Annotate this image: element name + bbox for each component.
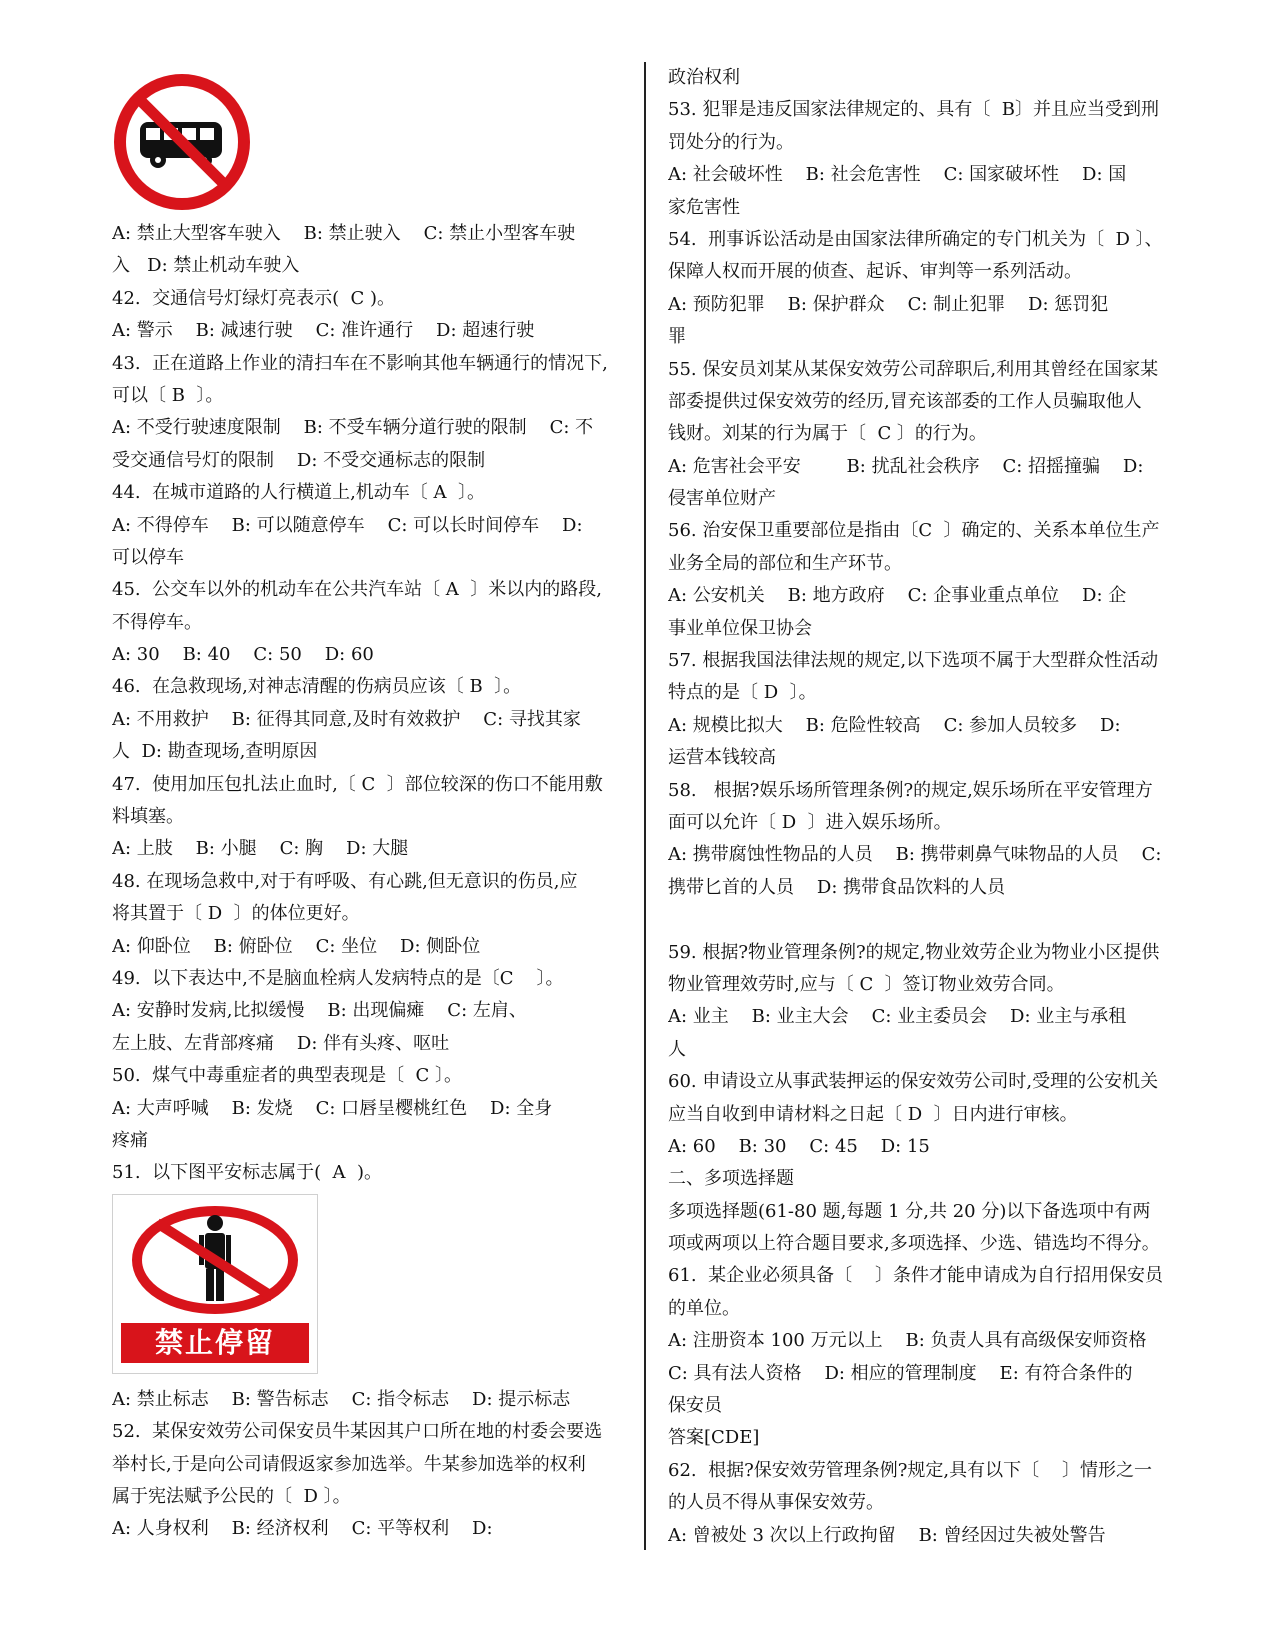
text-line: 53. 犯罪是违反国家法律规定的、具有〔 B〕并且应当受到刑 <box>668 99 1160 121</box>
text-line: A: 仰卧位 B: 俯卧位 C: 坐位 D: 侧卧位 <box>112 935 481 957</box>
text-line: A: 不受行驶速度限制 B: 不受车辆分道行驶的限制 C: 不 <box>112 417 594 439</box>
text-line: C: 具有法人资格 D: 相应的管理制度 E: 有符合条件的 <box>668 1362 1133 1384</box>
text-line: A: 60 B: 30 C: 45 D: 15 <box>668 1135 930 1157</box>
text-line: 保障人权而开展的侦查、起诉、审判等一系列活动。 <box>668 261 1082 283</box>
no-bus-sign-icon <box>112 72 252 212</box>
text-line: 50. 煤气中毒重症者的典型表现是〔 C 〕。 <box>112 1065 463 1087</box>
text-line: 属于宪法赋予公民的〔 D 〕。 <box>112 1485 351 1507</box>
text-line <box>668 904 1198 936</box>
text-line: 受交通信号灯的限制 D: 不受交通标志的限制 <box>112 449 486 471</box>
no-loitering-sign <box>112 1194 318 1374</box>
text-line: 57. 根据我国法律法规的规定,以下选项不属于大型群众性活动 <box>668 650 1159 672</box>
text-line: A: 30 B: 40 C: 50 D: 60 <box>112 644 374 666</box>
text-line: 55. 保安员刘某从某保安效劳公司辞职后,利用其曾经在国家某 <box>668 358 1159 380</box>
no-loitering-sign-icon <box>127 1203 303 1317</box>
text-line: 保安员 <box>668 1395 722 1417</box>
text-line: 51. 以下图平安标志属于( A )。 <box>112 1162 382 1184</box>
text-line: 54. 刑事诉讼活动是由国家法律所确定的专门机关为〔 D 〕、 <box>668 228 1163 250</box>
text-line: A: 禁止大型客车驶入 B: 禁止驶入 C: 禁止小型客车驶 <box>112 223 576 244</box>
text-line: 部委提供过保安效劳的经历,冒充该部委的工作人员骗取他人 <box>668 390 1142 412</box>
text-line: 家危害性 <box>668 196 740 218</box>
text-line: A: 公安机关 B: 地方政府 C: 企事业重点单位 D: 企 <box>668 585 1127 607</box>
right-text-block <box>668 62 1198 1552</box>
text-line: 罚处分的行为。 <box>668 131 794 153</box>
text-line: 人 D: 勘查现场,查明原因 <box>112 741 318 763</box>
text-line: 的人员不得从事保安效劳。 <box>668 1492 884 1514</box>
text-line: 举村长,于是向公司请假返家参加选举。牛某参加选举的权利 <box>112 1453 586 1475</box>
column-divider <box>644 62 646 1550</box>
text-line: 应当自收到申请材料之日起〔 D 〕日内进行审核。 <box>668 1103 1078 1125</box>
text-line: A: 人身权利 B: 经济权利 C: 平等权利 D: <box>112 1518 493 1540</box>
text-line: 项或两项以上符合题目要求,多项选择、少选、错选均不得分。 <box>668 1233 1160 1255</box>
text-line: A: 预防犯罪 B: 保护群众 C: 制止犯罪 D: 惩罚犯 <box>668 293 1109 315</box>
text-line: 携带匕首的人员 D: 携带食品饮料的人员 <box>668 876 1006 898</box>
text-line: 侵害单位财产 <box>668 488 776 510</box>
text-line: A: 上肢 B: 小腿 C: 胸 D: 大腿 <box>112 838 409 860</box>
text-line: 52. 某保安效劳公司保安员牛某因其户口所在地的村委会要选 <box>112 1421 603 1443</box>
text-line: 59. 根据?物业管理条例?的规定,物业效劳企业为物业小区提供 <box>668 941 1160 963</box>
text-line: 44. 在城市道路的人行横道上,机动车〔 A 〕。 <box>112 482 485 504</box>
text-line: 可以停车 <box>112 546 184 568</box>
text-line: 58. 根据?娱乐场所管理条例?的规定,娱乐场所在平安管理方 <box>668 779 1153 801</box>
text-line: 42. 交通信号灯绿灯亮表示( C )。 <box>112 287 396 309</box>
text-line: 45. 公交车以外的机动车在公共汽车站〔 A 〕米以内的路段, <box>112 579 602 601</box>
text-line: A: 社会破坏性 B: 社会危害性 C: 国家破坏性 D: 国 <box>668 164 1127 186</box>
text-line: A: 警示 B: 减速行驶 C: 准许通行 D: 超速行驶 <box>112 320 535 342</box>
text-line: A: 曾被处 3 次以上行政拘留 B: 曾经因过失被处警告 <box>668 1524 1106 1546</box>
text-line: 62. 根据?保安效劳管理条例?规定,具有以下〔 〕情形之一 <box>668 1459 1152 1481</box>
text-line: A: 不用救护 B: 征得其同意,及时有效救护 C: 寻找其家 <box>112 708 581 730</box>
text-line: 事业单位保卫协会 <box>668 617 812 639</box>
text-line: 左上肢、左背部疼痛 D: 伴有头疼、呕吐 <box>112 1032 450 1054</box>
right-column <box>668 62 1198 1552</box>
text-line: 43. 正在道路上作业的清扫车在不影响其他车辆通行的情况下, <box>112 352 608 374</box>
text-line: A: 不得停车 B: 可以随意停车 C: 可以长时间停车 D: <box>112 514 583 536</box>
text-line: 入 D: 禁止机动车驶入 <box>112 255 300 277</box>
left-text-block <box>112 218 622 1190</box>
text-line: 政治权利 <box>668 67 740 88</box>
text-line: 二、多项选择题 <box>668 1168 794 1190</box>
text-line: A: 注册资本 100 万元以上 B: 负责人具有高级保安师资格 <box>668 1330 1147 1352</box>
no-loitering-label: 禁止停留 <box>121 1323 309 1363</box>
text-line: 61. 某企业必须具备〔 〕条件才能申请成为自行招用保安员 <box>668 1265 1163 1287</box>
text-line: 人 <box>668 1038 686 1060</box>
left-text-block-after-image <box>112 1384 622 1546</box>
text-line: A: 业主 B: 业主大会 C: 业主委员会 D: 业主与承租 <box>668 1006 1127 1028</box>
text-line: 料填塞。 <box>112 806 184 828</box>
text-line: A: 禁止标志 B: 警告标志 C: 指令标志 D: 提示标志 <box>112 1388 571 1410</box>
text-line: 46. 在急救现场,对神志清醒的伤病员应该〔 B 〕。 <box>112 676 522 698</box>
text-line: 业务全局的部位和生产环节。 <box>668 552 902 574</box>
text-line: 60. 申请设立从事武装押运的保安效劳公司时,受理的公安机关 <box>668 1071 1159 1093</box>
text-line: A: 大声呼喊 B: 发烧 C: 口唇呈樱桃红色 D: 全身 <box>112 1097 553 1119</box>
text-line: 罪 <box>668 326 686 348</box>
text-line: A: 危害社会平安 B: 扰乱社会秩序 C: 招摇撞骗 D: <box>668 455 1144 477</box>
text-line: A: 安静时发病,比拟缓慢 B: 出现偏瘫 C: 左肩、 <box>112 1000 527 1022</box>
text-line: 疼痛 <box>112 1129 148 1151</box>
text-line: 56. 治安保卫重要部位是指由〔C 〕确定的、关系本单位生产 <box>668 520 1160 542</box>
text-line: 物业管理效劳时,应与〔 C 〕签订物业效劳合同。 <box>668 973 1065 995</box>
text-line: 答案[CDE] <box>668 1427 760 1449</box>
text-line: A: 规模比拟大 B: 危险性较高 C: 参加人员较多 D: <box>668 714 1121 736</box>
text-line: 49. 以下表达中,不是脑血栓病人发病特点的是〔C 〕。 <box>112 967 564 989</box>
text-line: 运营本钱较高 <box>668 747 776 769</box>
text-line: 将其置于〔 D 〕的体位更好。 <box>112 903 360 925</box>
text-line: 47. 使用加压包扎法止血时,〔 C 〕部位较深的伤口不能用敷 <box>112 773 603 795</box>
left-column <box>112 62 622 1546</box>
text-line: 可以〔 B 〕。 <box>112 384 224 406</box>
text-line: 多项选择题(61-80 题,每题 1 分,共 20 分)以下备选项中有两 <box>668 1200 1151 1222</box>
text-line: 48. 在现场急救中,对于有呼吸、有心跳,但无意识的伤员,应 <box>112 870 578 892</box>
text-line: 不得停车。 <box>112 611 202 633</box>
text-line: A: 携带腐蚀性物品的人员 B: 携带刺鼻气味物品的人员 C: <box>668 844 1162 866</box>
text-line: 钱财。刘某的行为属于〔 C 〕的行为。 <box>668 423 987 445</box>
text-line: 面可以允许〔 D 〕进入娱乐场所。 <box>668 811 952 833</box>
text-line: 特点的是〔 D 〕。 <box>668 682 817 704</box>
text-line: 的单位。 <box>668 1297 740 1319</box>
